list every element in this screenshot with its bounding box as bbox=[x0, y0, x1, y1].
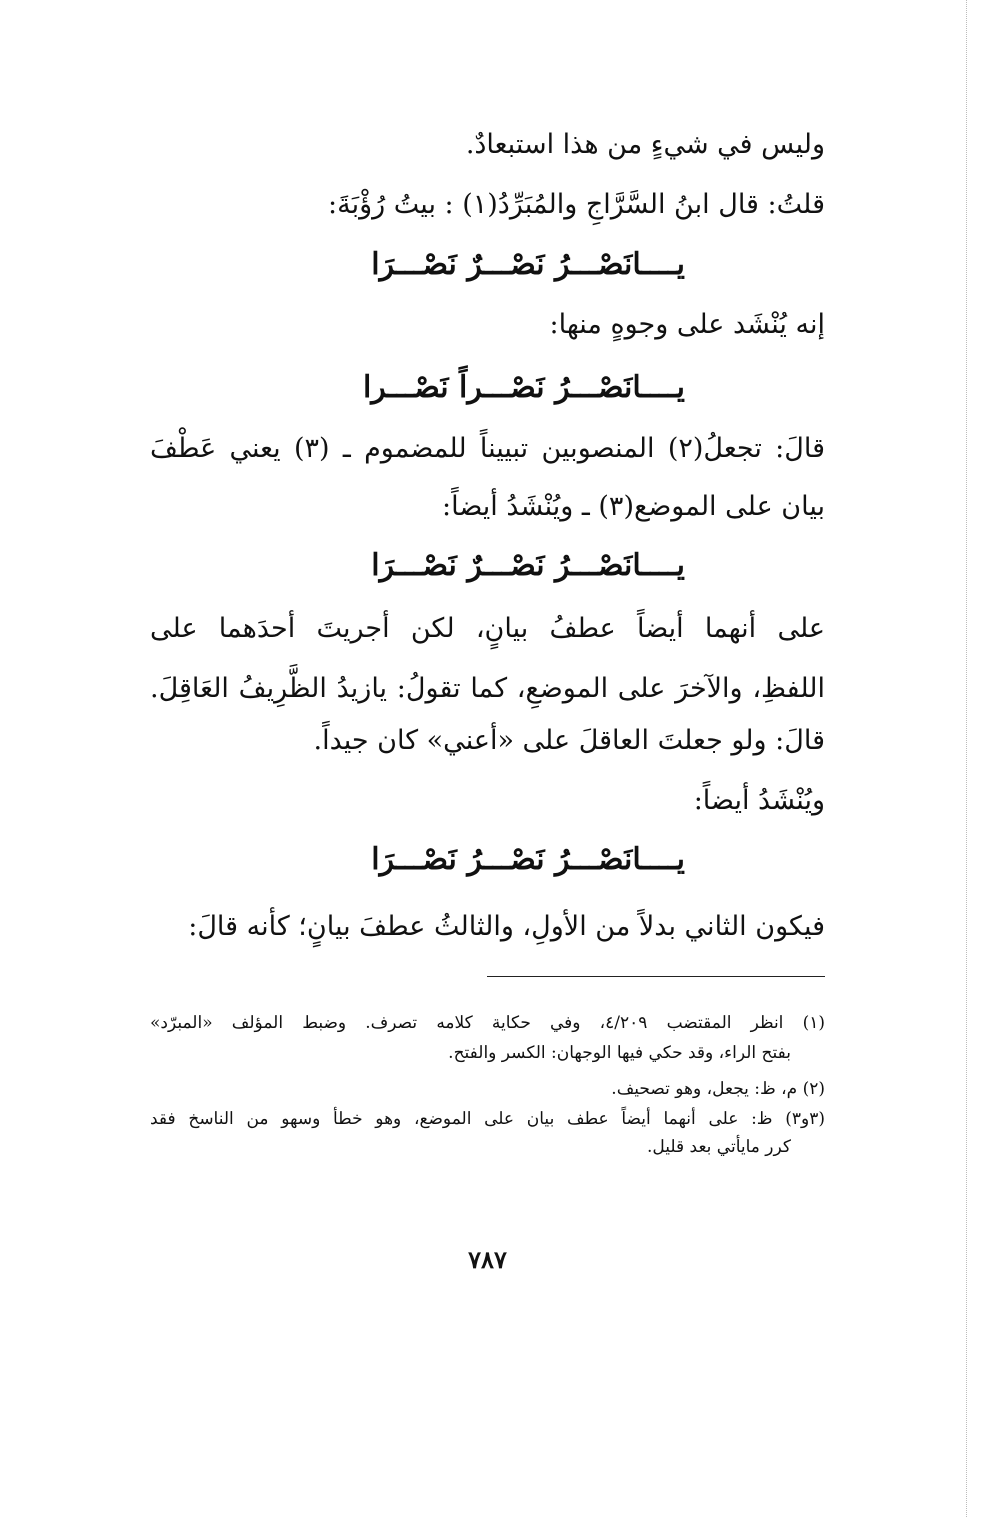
body-line-4: قالَ: تجعلُ(٢) المنصوبين تبييناً للمضموم ـ (٣) يعني عَطْفَ bbox=[150, 433, 825, 464]
verse-1: يــــانَصْـــرُ نَصْـــرٌ نَصْـــرَا bbox=[371, 247, 685, 282]
body-line-6: على أنهما أيضاً عطفُ بيانٍ، لكن أجريتَ أحدَهما على bbox=[150, 613, 825, 644]
verse-2: يــــانَصْـــرُ نَصْـــراً نَصْـــرا bbox=[362, 370, 685, 405]
body-line-10: فيكون الثاني بدلاً من الأولِ، والثالثُ عطفَ بيانٍ؛ كأنه قالَ: bbox=[188, 911, 825, 942]
footnote-3-line-1: (٣و٣) ظ: على أنهما أيضاً عطف بيان على الموضع، وهو خطأ وسهو من الناسخ فقد bbox=[150, 1109, 825, 1129]
footnote-2: (٢) م، ظ: يجعل، وهو تصحيف. bbox=[611, 1079, 825, 1099]
body-line-3: إنه يُنْشَد على وجوهٍ منها: bbox=[549, 309, 825, 340]
scan-edge-line bbox=[966, 0, 967, 1517]
page-number: ٧٨٧ bbox=[468, 1245, 507, 1274]
body-line-2: قلتُ: قال ابنُ السَّرَّاجِ والمُبَرِّدُ(١) : بيتُ رُؤْبَةَ: bbox=[328, 189, 825, 220]
footnote-3-line-2: كرر مايأتي بعد قليل. bbox=[646, 1137, 791, 1157]
body-line-7: اللفظِ، والآخرَ على الموضعِ، كما تقولُ: يازيدُ الظَّرِيفُ العَاقِلَ. bbox=[150, 673, 825, 704]
verse-4: يــــانَصْـــرُ نَصْـــرُ نَصْـــرَا bbox=[371, 842, 685, 877]
body-line-9: ويُنْشَدُ أيضاً: bbox=[693, 785, 825, 816]
footnote-1-line-1: (١) انظر المقتضب ٤/٢٠٩، وفي حكاية كلامه تصرف. وضبط المؤلف «المبرّد» bbox=[150, 1013, 825, 1033]
body-line-8: قالَ: ولو جعلتَ العاقلَ على «أعني» كان جيداً. bbox=[313, 725, 825, 756]
verse-3: يــــانَصْـــرُ نَصْـــرٌ نَصْـــرَا bbox=[371, 548, 685, 583]
body-line-1: وليس في شيءٍ من هذا استبعادٌ. bbox=[465, 129, 825, 160]
body-line-5: بيان على الموضع(٣) ـ ويُنْشَدُ أيضاً: bbox=[442, 491, 825, 522]
footnote-1-line-2: بفتح الراء، وقد حكي فيها الوجهان: الكسر والفتح. bbox=[448, 1043, 791, 1063]
footnote-separator bbox=[487, 976, 825, 977]
